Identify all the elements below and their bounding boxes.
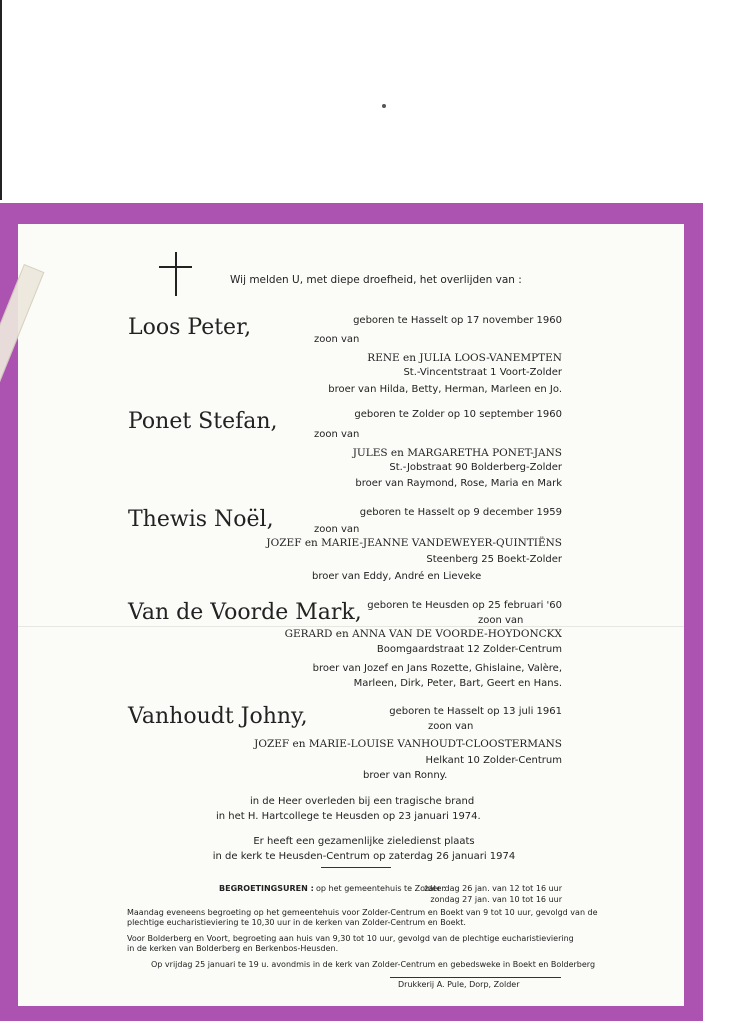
address-line: St.-Jobstraat 90 Bolderberg-Zolder: [389, 462, 562, 473]
birth-line: geboren te Zolder op 10 september 1960: [354, 409, 562, 420]
birth-line: geboren te Hasselt op 13 juli 1961: [389, 706, 562, 717]
mourning-card: [18, 224, 684, 1006]
person-name: Vanhoudt Johny,: [128, 704, 308, 729]
zoon-van: zoon van: [314, 524, 360, 535]
divider: [321, 867, 391, 868]
fold-line: [18, 626, 684, 627]
address-line: Helkant 10 Zolder-Centrum: [425, 755, 562, 766]
note-line: Voor Bolderberg en Voort, begroeting aan huis van 9,30 tot 10 uur, gevolgd van de plechtige eucharistieviering: [127, 934, 574, 943]
siblings-line: broer van Jozef en Jans Rozette, Ghislaine, Valère,: [312, 663, 562, 674]
printer-credit: Drukkerij A. Pule, Dorp, Zolder: [398, 980, 520, 989]
parents-line: JULES en MARGARETHA PONET-JANS: [352, 447, 562, 459]
person-name: Van de Voorde Mark,: [128, 600, 362, 625]
cross-icon-bar: [159, 266, 192, 268]
birth-line: geboren te Hasselt op 17 november 1960: [353, 315, 562, 326]
person-name: Ponet Stefan,: [128, 409, 278, 434]
zoon-van: zoon van: [428, 721, 474, 732]
visiting-time-2: zondag 27 jan. van 10 tot 16 uur: [430, 895, 562, 904]
person-name: Loos Peter,: [128, 315, 252, 340]
parents-line: JOZEF en MARIE-JEANNE VANDEWEYER-QUINTIËNS: [266, 537, 562, 549]
birth-line: geboren te Heusden op 25 februari '60: [367, 600, 562, 611]
parents-line: GERARD en ANNA VAN DE VOORDE-HOYDONCKX: [284, 628, 562, 640]
scan-dust-dot: [382, 104, 386, 108]
parents-line: RENE en JULIA LOOS-VANEMPTEN: [367, 352, 562, 364]
service-line-1: Er heeft een gezamenlijke zieledienst plaats: [253, 836, 475, 847]
death-line-1: in de Heer overleden bij een tragische brand: [250, 796, 475, 807]
scan-edge-line: [0, 0, 2, 200]
cross-icon: [175, 252, 177, 296]
siblings-line: broer van Hilda, Betty, Herman, Marleen en Jo.: [328, 384, 562, 395]
visiting-where: op het gemeentehuis te Zolder :: [316, 884, 446, 893]
note-line: Maandag eveneens begroeting op het gemeentehuis voor Zolder-Centrum en Boekt van 9 tot 10 uur, gevolgd van de: [127, 908, 598, 917]
address-line: Boomgaardstraat 12 Zolder-Centrum: [376, 644, 562, 655]
birth-line: geboren te Hasselt op 9 december 1959: [359, 507, 562, 518]
siblings-line-2: Marleen, Dirk, Peter, Bart, Geert en Hans.: [353, 678, 562, 689]
mourning-card-border: [0, 203, 703, 1021]
siblings-line: broer van Ronny.: [363, 770, 448, 781]
death-line-2: in het H. Hartcollege te Heusden op 23 januari 1974.: [216, 811, 481, 822]
zoon-van: zoon van: [314, 334, 360, 345]
zoon-van: zoon van: [478, 615, 524, 626]
note-line: plechtige eucharistieviering te 10,30 uur in de kerken van Zolder-Centrum en Boekt.: [127, 918, 466, 927]
printer-rule: [390, 977, 561, 978]
intro-text: Wij melden U, met diepe droefheid, het overlijden van :: [230, 274, 522, 286]
address-line: Steenberg 25 Boekt-Zolder: [426, 554, 562, 565]
parents-line: JOZEF en MARIE-LOUISE VANHOUDT-CLOOSTERMANS: [254, 738, 562, 750]
visiting-time-1: zaterdag 26 jan. van 12 tot 16 uur: [424, 884, 562, 893]
zoon-van: zoon van: [314, 429, 360, 440]
address-line: St.-Vincentstraat 1 Voort-Zolder: [403, 367, 562, 378]
note-line: in de kerken van Bolderberg en Berkenbos-Heusden.: [127, 944, 339, 953]
person-name: Thewis Noël,: [128, 507, 274, 532]
service-line-2: in de kerk te Heusden-Centrum op zaterdag 26 januari 1974: [212, 851, 516, 862]
siblings-line: broer van Eddy, André en Lieveke: [312, 571, 482, 582]
siblings-line: broer van Raymond, Rose, Maria en Mark: [355, 478, 562, 489]
note-line: Op vrijdag 25 januari te 19 u. avondmis in de kerk van Zolder-Centrum en gebedsweke in Boekt en Bolderberg: [151, 960, 596, 969]
visiting-label: BEGROETINGSUREN :: [219, 884, 314, 893]
